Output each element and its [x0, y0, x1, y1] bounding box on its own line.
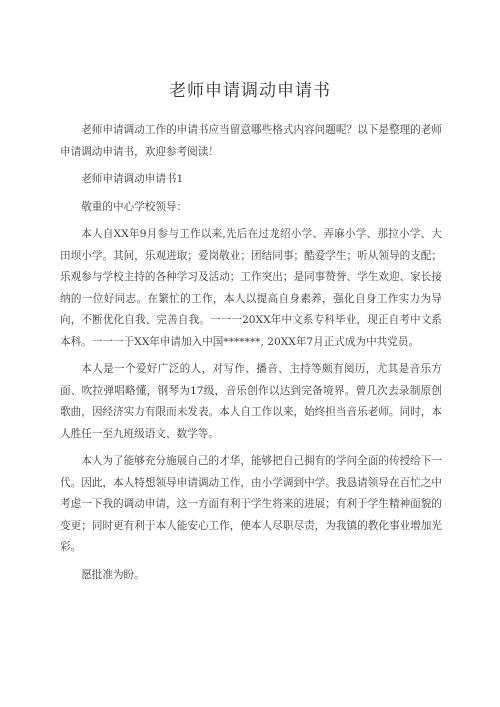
body-paragraph: 本人是一个爱好广泛的人，对写作、播音、主持等颇有阅历，尤其是音乐方面、吹拉弹唱略懂，钢琴为17级，音乐创作以达到完备境界。曾几次去录制原创歌曲，因经济实力有限而未发表。本人自工作以来，始终担当音乐老师。同时，本人胜任一至九班级语文、数学等。 — [60, 363, 442, 440]
body-paragraph: 本人自XX年9月参与工作以来,先后在过龙绍小学、弄麻小学、那拉小学、大田坝小学。其间，乐观进取；爱岗敬业；团结同事；酷爱学生；听从领导的支配；乐观参与学校主持的各种学习及活动；工作突出；是同事赞誉、学生欢迎、家长接纳的一位好同志。在繁忙的工作，本人以提高自身素养，强化自身工作实力为导向，不断优化自我、完善自我。一一一20XX年中文系专科毕业，现正自考中文系本科。一一一于XX年申请加入中国*******, 20XX年7月正式成为中共党员。 — [60, 228, 442, 348]
body-paragraph: 本人为了能够充分施展自己的才华，能够把自己拥有的学问全面的传授给下一代。因此，本人特想领导申请调动工作，由小学调到中学。我恳请领导在百忙之中考虑一下我的调动申请，这一方面有利于学生将来的进展；有利于学生精神面貌的变更；同时更有利于本人能安心工作，使本人尽职尽责，为我镇的教化事业增加光彩。 — [60, 455, 442, 553]
salutation: 敬重的中心学校领导： — [81, 200, 188, 213]
document-body — [60, 120, 442, 592]
intro-paragraph: 老师申请调动工作的申请书应当留意哪些格式内容问题呢？以下是整理的老师申请调动申请书，欢迎参考阅读！ — [60, 124, 442, 158]
document-title: 老师申请调动申请书 — [169, 81, 331, 101]
closing-line: 愿批准为盼。 — [81, 568, 145, 581]
section-heading: 老师申请调动申请书1 — [81, 173, 184, 185]
